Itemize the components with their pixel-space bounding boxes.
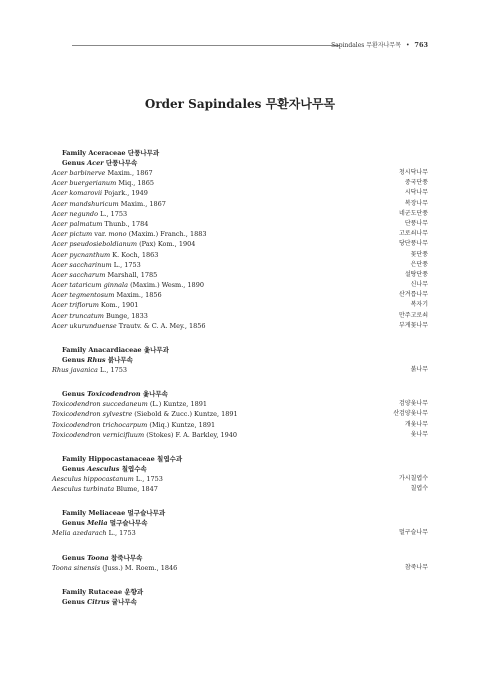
- species-scientific-name: Rhus javanica L., 1753: [52, 366, 128, 374]
- species-korean-name: 시닥나무: [404, 189, 428, 197]
- genus-heading: Genus Toxicodendron 옻나무속: [62, 390, 168, 399]
- species-row: [52, 409, 428, 419]
- species-korean-name: 칠엽수: [410, 485, 428, 493]
- species-korean-name: 산겨릅나무: [399, 291, 428, 299]
- order-title: Order Sapindales 무환자나무목: [144, 97, 336, 111]
- species-korean-name: 단풍나무: [404, 219, 428, 227]
- species-row: [52, 563, 428, 573]
- genus-heading: Genus Acer 단풍나무속: [62, 159, 138, 167]
- species-korean-name: 복자기: [410, 301, 428, 309]
- species-row: [52, 300, 428, 310]
- species-korean-name: 꽃단풍: [410, 250, 428, 258]
- species-scientific-name: Acer palmatum Thunb., 1784: [52, 219, 149, 228]
- species-scientific-name: Aesculus hippocastanum L., 1753: [52, 474, 163, 483]
- species-scientific-name: Acer komarovii Pojark., 1949: [52, 189, 148, 198]
- species-korean-name: 붉나무: [410, 366, 428, 373]
- species-korean-name: 참죽나무: [404, 563, 428, 571]
- species-scientific-name: Acer pycnanthum K. Koch, 1863: [52, 250, 159, 259]
- species-row: [52, 474, 428, 484]
- species-row: [52, 260, 428, 270]
- species-row: [52, 484, 428, 494]
- family-heading: Family Anacardiaceae 옻나무과: [62, 346, 169, 354]
- species-korean-name: 검양옻나무: [399, 400, 428, 408]
- species-scientific-name: Acer truncatum Bunge, 1833: [52, 311, 148, 320]
- species-scientific-name: Melia azedarach L., 1753: [52, 529, 136, 538]
- species-row: [52, 239, 428, 249]
- species-korean-name: 부게꽃나무: [399, 321, 428, 329]
- species-korean-name: 설탕단풍: [404, 270, 428, 278]
- species-row: [52, 528, 428, 538]
- species-list: [52, 563, 428, 573]
- species-row: [52, 420, 428, 430]
- genus-heading: Genus Melia 멀구슬나무속: [62, 519, 148, 528]
- species-scientific-name: Toxicodendron trichocarpum (Miq.) Kuntze, 1891: [52, 420, 216, 429]
- species-row: [52, 209, 428, 219]
- species-scientific-name: Acer triflorum Kom., 1901: [52, 301, 139, 310]
- species-scientific-name: Toxicodendron succedaneum (L.) Kuntze, 1891: [52, 400, 207, 409]
- family-heading: Family Hippocastanaceae 칠엽수과: [62, 454, 183, 463]
- species-list: [52, 365, 428, 375]
- species-korean-name: 중국단풍: [404, 179, 428, 187]
- species-scientific-name: Toxicodendron sylvestre (Siebold & Zucc.) Kuntze, 1891: [52, 410, 238, 419]
- taxonomy-list: [52, 148, 428, 607]
- genus-heading: Genus Aesculus 칠엽수속: [62, 464, 147, 473]
- species-korean-name: 멀구슬나무: [399, 529, 428, 537]
- species-scientific-name: Acer barbinerve Maxim., 1867: [52, 169, 153, 177]
- species-korean-name: 청시닥나무: [399, 169, 428, 176]
- species-korean-name: 복장나무: [404, 199, 428, 207]
- species-row: [52, 311, 428, 321]
- species-korean-name: 신나무: [410, 281, 428, 289]
- species-scientific-name: Acer saccharinum L., 1753: [52, 260, 141, 269]
- species-korean-name: 가시칠엽수: [399, 474, 428, 482]
- species-row: [52, 430, 428, 440]
- running-head: [331, 40, 428, 49]
- species-scientific-name: Toona sinensis (Juss.) M. Roem., 1846: [52, 563, 178, 572]
- species-row: [52, 199, 428, 209]
- species-list: [52, 399, 428, 440]
- species-korean-name: 만주고로쇠: [399, 311, 428, 319]
- family-heading: Family Meliaceae 멀구슬나무과: [62, 509, 166, 518]
- species-scientific-name: Acer pictum var. mono (Maxim.) Franch., 1883: [52, 230, 207, 239]
- species-row: [52, 229, 428, 239]
- species-list: [52, 168, 428, 331]
- family-heading: Family Aceraceae 단풍나무과: [62, 149, 160, 157]
- bullet: •: [405, 42, 410, 49]
- species-row: [52, 178, 428, 188]
- species-list: [52, 528, 428, 538]
- header-rule: [72, 45, 340, 46]
- species-scientific-name: Acer buergerianum Miq., 1865: [52, 179, 154, 188]
- species-scientific-name: Acer pseudosieboldianum (Pax) Kom., 1904: [52, 240, 196, 249]
- species-korean-name: 당단풍나무: [399, 240, 428, 248]
- species-korean-name: 네군도단풍: [399, 209, 428, 217]
- family-heading: Family Rutaceae 운향과: [62, 587, 144, 596]
- species-scientific-name: Acer tataricum ginnala (Maxim.) Wesm., 1890: [52, 281, 204, 290]
- species-scientific-name: Acer tegmentosum Maxim., 1856: [52, 291, 162, 300]
- species-korean-name: 고로쇠나무: [399, 230, 428, 238]
- species-row: [52, 168, 428, 178]
- species-row: [52, 250, 428, 260]
- genus-heading: Genus Toona 참죽나무속: [62, 553, 143, 562]
- species-list: [52, 474, 428, 494]
- species-row: [52, 219, 428, 229]
- species-scientific-name: Aesculus turbinata Blume, 1847: [52, 485, 158, 494]
- species-row: [52, 365, 428, 375]
- running-title: Sapindales 무환자나무목: [331, 42, 402, 49]
- species-scientific-name: Acer mandshuricum Maxim., 1867: [52, 199, 166, 208]
- species-row: [52, 280, 428, 290]
- page-number: 763: [414, 41, 428, 49]
- species-row: [52, 399, 428, 409]
- genus-heading: Genus Rhus 붉나무속: [62, 356, 133, 364]
- species-scientific-name: Acer ukurunduense Trautv. & C. A. Mey., 1856: [52, 321, 206, 330]
- species-row: [52, 290, 428, 300]
- species-row: [52, 321, 428, 331]
- species-row: [52, 188, 428, 198]
- genus-heading: Genus Citrus 귤나무속: [62, 597, 137, 606]
- species-scientific-name: Acer negundo L., 1753: [52, 209, 128, 218]
- species-row: [52, 270, 428, 280]
- species-scientific-name: Toxicodendron vernicifluum (Stokes) F. A. Barkley, 1940: [52, 430, 238, 439]
- species-korean-name: 산검양옻나무: [393, 410, 428, 418]
- species-korean-name: 옻나무: [410, 430, 428, 438]
- species-scientific-name: Acer saccharum Marshall, 1785: [52, 270, 158, 279]
- species-korean-name: 은단풍: [410, 260, 428, 268]
- species-korean-name: 개옻나무: [404, 420, 428, 428]
